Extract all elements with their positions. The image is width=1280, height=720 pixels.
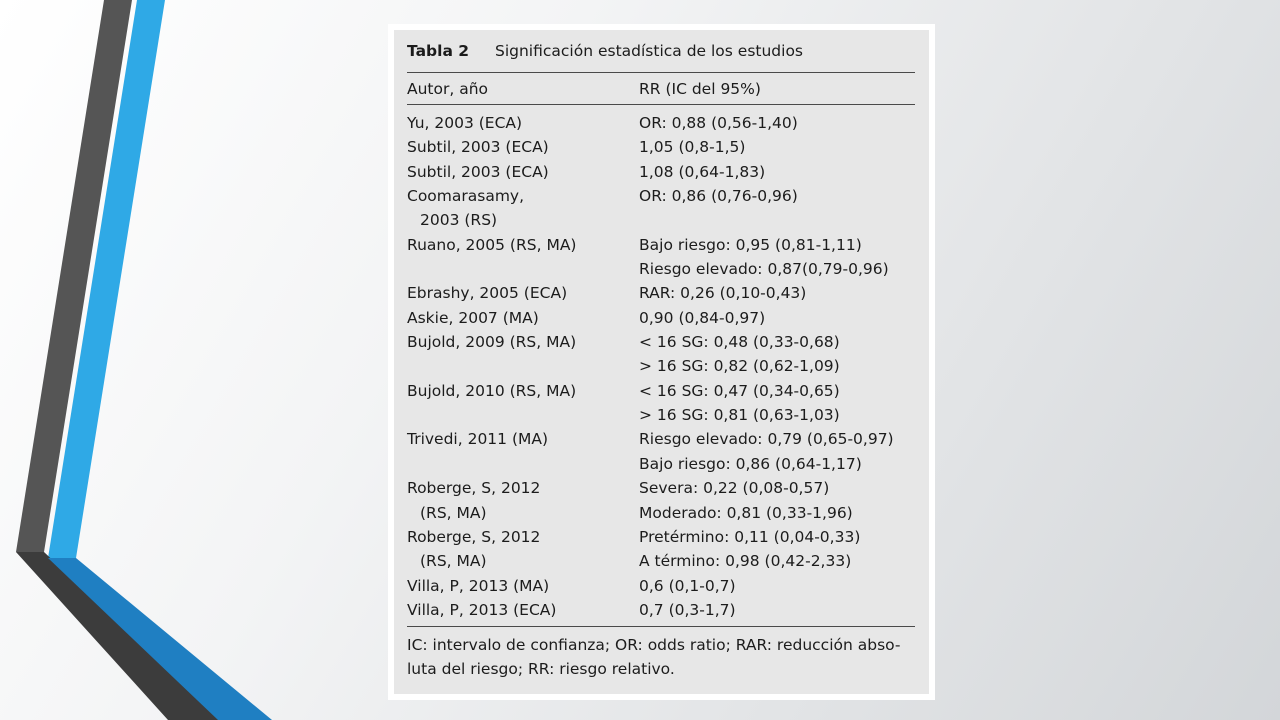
table-caption: Significación estadística de los estudios	[495, 42, 804, 60]
footnote-line: IC: intervalo de confianza; OR: odds ratio; RAR: reducción abso-	[407, 636, 901, 655]
header-rr: RR (IC del 95%)	[639, 79, 761, 98]
rr-cell	[639, 184, 915, 233]
rr-cell	[639, 160, 915, 184]
rr-cell	[639, 135, 915, 159]
author-text: (RS, MA)	[420, 552, 487, 571]
author-cell	[407, 574, 639, 598]
table-row	[407, 281, 915, 305]
author-cell	[407, 427, 639, 476]
rr-value: Severa: 0,22 (0,08-0,57)	[639, 479, 830, 498]
author-text: 2003 (RS)	[420, 211, 498, 230]
rr-value: > 16 SG: 0,82 (0,62-1,09)	[639, 357, 840, 376]
rr-value: 1,08 (0,64-1,83)	[639, 162, 766, 181]
author-cell	[407, 281, 639, 305]
author-cell	[407, 233, 639, 282]
author-cell	[407, 111, 639, 135]
rr-cell	[639, 427, 915, 476]
author-text: Askie, 2007 (MA)	[407, 308, 539, 327]
table-row	[407, 476, 915, 525]
author-text: Subtil, 2003 (ECA)	[407, 138, 549, 157]
author-text: Roberge, S, 2012	[407, 527, 541, 546]
author-text: Yu, 2003 (ECA)	[407, 114, 523, 132]
author-text: Bujold, 2010 (RS, MA)	[407, 381, 577, 400]
rr-value: OR: 0,88 (0,56-1,40)	[639, 114, 798, 132]
table-number: Tabla 2	[407, 42, 470, 60]
rr-value: Moderado: 0,81 (0,33-1,96)	[639, 503, 853, 522]
table-row	[407, 427, 915, 476]
table-row	[407, 160, 915, 184]
footnote-line: luta del riesgo; RR: riesgo relativo.	[407, 660, 675, 679]
author-text: Subtil, 2003 (ECA)	[407, 162, 549, 181]
table-row	[407, 111, 915, 135]
rr-cell	[639, 306, 915, 330]
table-row	[407, 598, 915, 622]
rr-value: 1,05 (0,8-1,5)	[639, 138, 746, 157]
rr-cell	[639, 476, 915, 525]
author-text: Ebrashy, 2005 (ECA)	[407, 284, 568, 303]
author-cell	[407, 525, 639, 574]
author-cell	[407, 476, 639, 525]
rr-value: Riesgo elevado: 0,87(0,79-0,96)	[639, 260, 889, 279]
rr-cell	[639, 111, 915, 135]
author-cell	[407, 330, 639, 379]
table-row	[407, 330, 915, 379]
rr-value: < 16 SG: 0,47 (0,34-0,65)	[639, 381, 840, 400]
rr-value: Bajo riesgo: 0,95 (0,81-1,11)	[639, 235, 862, 254]
rr-value: 0,6 (0,1-0,7)	[639, 576, 736, 595]
author-text: Ruano, 2005 (RS, MA)	[407, 235, 577, 254]
table-image	[388, 24, 935, 700]
author-text: Villa, P, 2013 (ECA)	[407, 600, 557, 619]
author-text: Roberge, S, 2012	[407, 479, 541, 498]
table-panel	[394, 30, 929, 694]
table-body	[407, 105, 915, 626]
table-footnote	[407, 627, 915, 681]
table-row	[407, 233, 915, 282]
table-row	[407, 574, 915, 598]
rr-value: OR: 0,86 (0,76-0,96)	[639, 187, 798, 206]
table-row	[407, 379, 915, 428]
table-row	[407, 184, 915, 233]
author-cell	[407, 160, 639, 184]
author-cell	[407, 379, 639, 428]
rr-cell	[639, 281, 915, 305]
table-row	[407, 306, 915, 330]
rr-cell	[639, 598, 915, 622]
rr-value: > 16 SG: 0,81 (0,63-1,03)	[639, 406, 840, 425]
rr-cell	[639, 379, 915, 428]
author-cell	[407, 135, 639, 159]
rr-cell	[639, 525, 915, 574]
author-cell	[407, 184, 639, 233]
author-cell	[407, 598, 639, 622]
rr-value: < 16 SG: 0,48 (0,33-0,68)	[639, 333, 840, 352]
table-title	[407, 42, 915, 72]
table-row	[407, 525, 915, 574]
author-text: Villa, P, 2013 (MA)	[407, 576, 550, 595]
author-text: Bujold, 2009 (RS, MA)	[407, 333, 577, 352]
header-author: Autor, año	[407, 79, 489, 98]
author-text: (RS, MA)	[420, 503, 487, 522]
rr-value: A término: 0,98 (0,42-2,33)	[639, 552, 852, 571]
table-row	[407, 135, 915, 159]
rr-value: 0,90 (0,84-0,97)	[639, 308, 766, 327]
rr-cell	[639, 233, 915, 282]
dark-stripe	[16, 552, 222, 720]
rr-cell	[639, 574, 915, 598]
rr-value: Bajo riesgo: 0,86 (0,64-1,17)	[639, 454, 862, 473]
author-text: Trivedi, 2011 (MA)	[407, 430, 549, 449]
table-header	[407, 73, 915, 104]
rr-value: Pretérmino: 0,11 (0,04-0,33)	[639, 527, 861, 546]
rr-value: RAR: 0,26 (0,10-0,43)	[639, 284, 807, 303]
rr-value: 0,7 (0,3-1,7)	[639, 600, 736, 619]
author-cell	[407, 306, 639, 330]
rr-cell	[639, 330, 915, 379]
author-text: Coomarasamy,	[407, 187, 525, 206]
rr-value: Riesgo elevado: 0,79 (0,65-0,97)	[639, 430, 894, 449]
